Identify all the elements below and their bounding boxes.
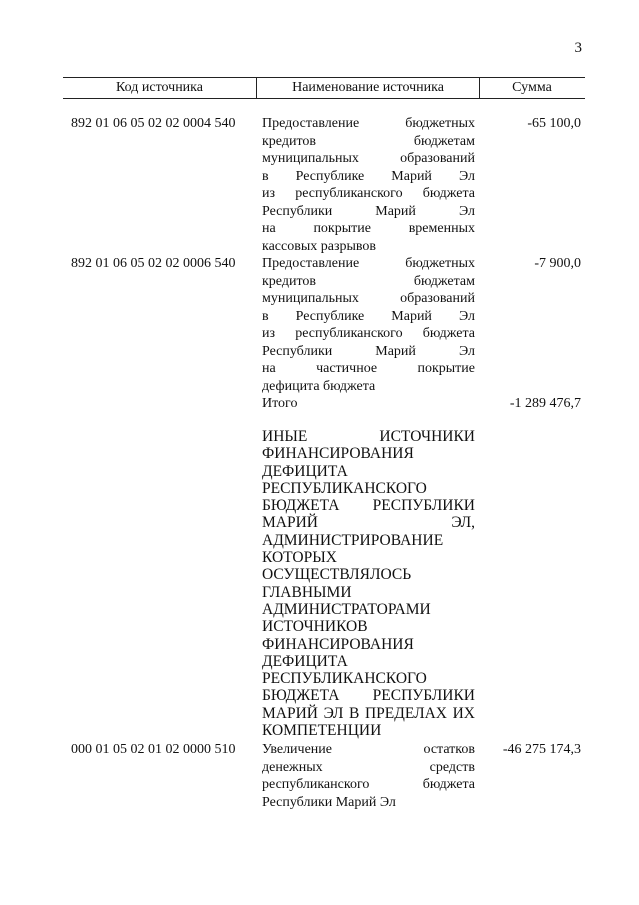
row-name-line: Увеличение остатков [262, 742, 475, 757]
section-heading-line: ИСТОЧНИКОВ [262, 618, 368, 636]
section-heading-line: БЮДЖЕТА РЕСПУБЛИКИ [262, 497, 475, 515]
row-amount: -46 275 174,3 [502, 742, 581, 757]
section-heading-text [262, 428, 475, 739]
header-amount: Сумма [512, 80, 552, 95]
row-code: 892 01 06 05 02 02 0004 540 [71, 116, 236, 131]
row-name [262, 115, 475, 255]
section-heading-line: МАРИЙ ЭЛ, [262, 514, 475, 532]
section-heading-line: ОСУЩЕСТВЛЯЛОСЬ [262, 566, 412, 584]
section-heading-line: АДМИНИСТРИРОВАНИЕ [262, 531, 444, 549]
section-heading-line: ДЕФИЦИТА [262, 652, 348, 670]
row-name-line: кредитов бюджетам [262, 133, 475, 149]
row-name-line: в Республике Марий Эл [262, 168, 475, 184]
section-heading-line: ГЛАВНЫМИ [262, 583, 352, 601]
section-heading-line: АДМИНИСТРАТОРАМИ [262, 600, 431, 618]
total-label-text: Итого [262, 396, 298, 411]
row-code: 000 01 05 02 01 02 0000 510 [71, 742, 236, 757]
page-number: 3 [574, 40, 582, 56]
row-name-line: муниципальных образований [262, 151, 475, 166]
row-name-line: на покрытие временных [262, 221, 475, 236]
row-name-line: Предоставление бюджетных [262, 256, 475, 271]
row-name-line: денежных средств [262, 759, 475, 775]
row-amount: -65 100,0 [527, 116, 581, 131]
section-heading-line: РЕСПУБЛИКАНСКОГО [262, 670, 427, 688]
header-name: Наименование источника [256, 78, 480, 98]
section-heading-line: ДЕФИЦИТА [262, 462, 348, 480]
row-name-line: республиканского бюджета [262, 777, 475, 792]
row-name-line: кредитов бюджетам [262, 273, 475, 289]
row-name-line: кассовых разрывов [262, 238, 377, 254]
section-heading-line: МАРИЙ ЭЛ В ПРЕДЕЛАХ ИХ [262, 704, 475, 722]
row-name-line: из республиканского бюджета [262, 186, 475, 201]
section-heading-line: ФИНАНСИРОВАНИЯ [262, 445, 414, 463]
section-heading-line: ФИНАНСИРОВАНИЯ [262, 635, 414, 653]
row-name-line: дефицита бюджета [262, 378, 376, 394]
row-name [262, 255, 475, 395]
section-heading-line: БЮДЖЕТА РЕСПУБЛИКИ [262, 687, 475, 705]
table-header [63, 77, 585, 99]
row-code: 892 01 06 05 02 02 0006 540 [71, 256, 236, 271]
section-heading-line: ИНЫЕ ИСТОЧНИКИ [262, 428, 475, 445]
total-label [262, 395, 475, 413]
row-name-line: Республики Марий Эл [262, 794, 396, 810]
total-amount: -1 289 476,7 [509, 396, 581, 411]
row-name-line: Республики Марий Эл [262, 343, 475, 359]
row-name-line: муниципальных образований [262, 291, 475, 306]
row-name [262, 741, 475, 811]
row-name-line: Предоставление бюджетных [262, 116, 475, 131]
row-name-line: на частичное покрытие [262, 361, 475, 376]
section-heading-line: РЕСПУБЛИКАНСКОГО [262, 479, 427, 497]
row-amount: -7 900,0 [534, 256, 581, 271]
section-heading-line: КОТОРЫХ [262, 549, 337, 567]
header-code: Код источника [116, 80, 203, 95]
row-name-line: из республиканского бюджета [262, 326, 475, 341]
row-name-line: Республики Марий Эл [262, 203, 475, 219]
section-heading-line: КОМПЕТЕНЦИИ [262, 722, 382, 740]
row-name-line: в Республике Марий Эл [262, 308, 475, 324]
